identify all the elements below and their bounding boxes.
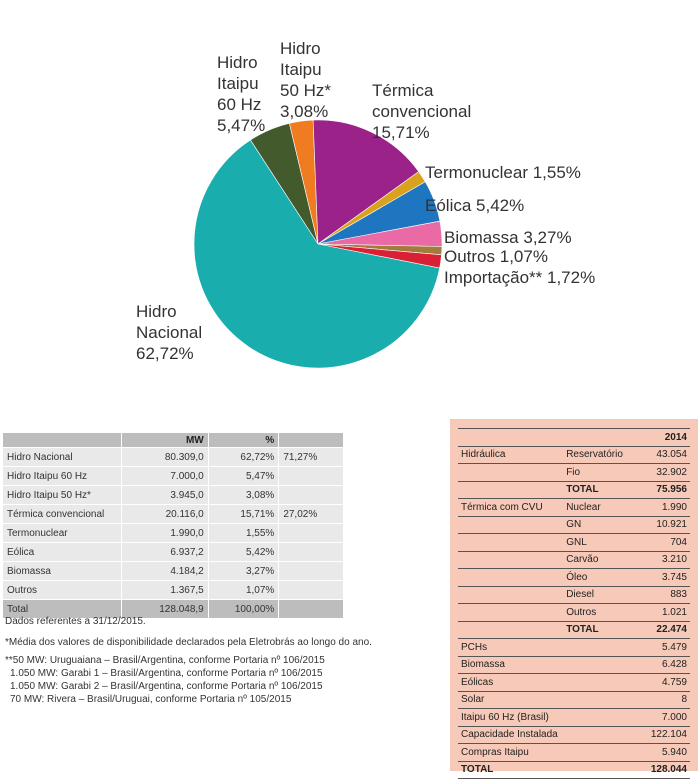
table-cell: Biomassa <box>458 656 563 674</box>
table-cell <box>458 586 563 604</box>
table-cell: Hidráulica <box>458 446 563 464</box>
slice-label-line: Nacional <box>136 323 203 342</box>
table-row <box>3 581 344 600</box>
slice-label-line: Itaipu <box>217 74 259 93</box>
table-cell <box>563 744 636 762</box>
table-cell <box>279 600 344 619</box>
slice-label <box>425 196 524 215</box>
table-cell <box>458 569 563 587</box>
slice-label-line: 62,72% <box>136 344 194 363</box>
table-row <box>458 639 690 657</box>
slice-label-line: Biomassa 3,27% <box>444 228 572 247</box>
table-cell: 1.021 <box>636 604 690 622</box>
table-cell: Eólica <box>3 543 122 562</box>
slice-label <box>136 302 202 363</box>
table-cell: 22.474 <box>636 621 690 639</box>
slice-label-line: 50 Hz* <box>280 81 332 100</box>
table-row <box>3 543 344 562</box>
table-cell <box>279 486 344 505</box>
table-row <box>458 516 690 534</box>
table-cell <box>563 709 636 727</box>
table-cell <box>458 604 563 622</box>
table-cell <box>563 691 636 709</box>
capacity-2014-table-body <box>458 429 690 779</box>
table-cell: Hidro Itaipu 50 Hz* <box>3 486 122 505</box>
year-header-row <box>458 429 690 447</box>
table-cell: 128.048,9 <box>122 600 208 619</box>
table-cell: Eólicas <box>458 674 563 692</box>
table-row <box>458 446 690 464</box>
table-row <box>458 726 690 744</box>
table-row <box>458 499 690 517</box>
slice-label-line: Térmica <box>372 81 434 100</box>
table-row <box>458 656 690 674</box>
table-cell: 71,27% <box>279 448 344 467</box>
table-cell: 43.054 <box>636 446 690 464</box>
footnote-availability: *Média dos valores de disponibilidade declarados pela Eletrobrás ao longo do ano. <box>5 637 372 648</box>
table-row <box>3 524 344 543</box>
slice-label-line: 5,47% <box>217 116 266 135</box>
table-cell: 6.428 <box>636 656 690 674</box>
header-cell <box>279 433 344 448</box>
footnote-line: 70 MW: Rivera – Brasil/Uruguai, conforme Portaria nº 105/2015 <box>10 694 292 705</box>
header-cell <box>3 433 122 448</box>
table-cell: Térmica com CVU <box>458 499 563 517</box>
slice-label <box>444 228 572 247</box>
table-cell <box>279 543 344 562</box>
table-cell: 10.921 <box>636 516 690 534</box>
table-cell: Termonuclear <box>3 524 122 543</box>
slice-label-line: 3,08% <box>280 102 329 121</box>
slice-label-line: 15,71% <box>372 123 430 142</box>
table-row <box>458 464 690 482</box>
year-header-blank <box>458 429 563 447</box>
slice-label-line: Hidro <box>136 302 177 321</box>
header-mw: MW <box>122 433 208 448</box>
slice-label <box>372 81 471 142</box>
table-cell: 1,55% <box>208 524 279 543</box>
table-row <box>458 586 690 604</box>
table-cell: 32.902 <box>636 464 690 482</box>
table-cell <box>563 726 636 744</box>
table-cell: 7.000,0 <box>122 467 208 486</box>
footnote-line: **50 MW: Uruguaiana – Brasil/Argentina, conforme Portaria nº 106/2015 <box>5 655 325 666</box>
table-cell: GNL <box>563 534 636 552</box>
table-cell: 3.745 <box>636 569 690 587</box>
slice-label <box>217 53 265 135</box>
table-cell: 8 <box>636 691 690 709</box>
table-cell: 704 <box>636 534 690 552</box>
table-cell: 5,42% <box>208 543 279 562</box>
table-row <box>458 674 690 692</box>
table-cell: 5.479 <box>636 639 690 657</box>
table-cell: 1.990,0 <box>122 524 208 543</box>
capacity-table <box>2 432 344 619</box>
table-cell: TOTAL <box>563 621 636 639</box>
table-row <box>458 621 690 639</box>
table-cell: Total <box>3 600 122 619</box>
capacity-table-body <box>3 448 344 619</box>
table-cell: Nuclear <box>563 499 636 517</box>
table-cell: Fio <box>563 464 636 482</box>
table-cell: Hidro Itaipu 60 Hz <box>3 467 122 486</box>
year-header: 2014 <box>636 429 690 447</box>
slice-label <box>280 39 331 121</box>
table-cell: Compras Itaipu <box>458 744 563 762</box>
table-cell: 5.940 <box>636 744 690 762</box>
table-cell: 3,08% <box>208 486 279 505</box>
table-cell: Solar <box>458 691 563 709</box>
table-cell: 1,07% <box>208 581 279 600</box>
table-cell: Térmica convencional <box>3 505 122 524</box>
table-cell: 100,00% <box>208 600 279 619</box>
table-row <box>458 709 690 727</box>
capacity-2014-table <box>458 428 690 779</box>
table-row <box>458 691 690 709</box>
table-cell: 4.184,2 <box>122 562 208 581</box>
date-note: Dados referentes a 31/12/2015. <box>5 616 146 627</box>
slice-label-line: Outros 1,07% <box>444 247 548 266</box>
slice-label <box>444 268 595 287</box>
table-cell: Capacidade Instalada <box>458 726 563 744</box>
table-cell <box>279 581 344 600</box>
table-cell: 883 <box>636 586 690 604</box>
slice-label-line: Eólica 5,42% <box>425 196 525 215</box>
table-row <box>458 481 690 499</box>
table-cell <box>563 761 636 779</box>
table-cell <box>563 639 636 657</box>
capacity-2014-panel <box>450 419 698 776</box>
table-cell <box>563 674 636 692</box>
table-cell: 27,02% <box>279 505 344 524</box>
slice-label-line: Importação** 1,72% <box>444 268 596 287</box>
slice-label-line: Hidro <box>217 53 258 72</box>
table-cell: Biomassa <box>3 562 122 581</box>
slice-label-line: Itaipu <box>280 60 322 79</box>
table-cell: 3.945,0 <box>122 486 208 505</box>
table-row <box>458 744 690 762</box>
footnote-line: 1.050 MW: Garabi 1 – Brasil/Argentina, conforme Portaria nº 106/2015 <box>10 668 323 679</box>
table-cell: Diesel <box>563 586 636 604</box>
table-cell: TOTAL <box>563 481 636 499</box>
table-row <box>458 569 690 587</box>
table-cell: 80.309,0 <box>122 448 208 467</box>
table-cell: Carvão <box>563 551 636 569</box>
table-row <box>458 761 690 779</box>
slice-label <box>444 247 548 266</box>
slice-label-line: convencional <box>372 102 472 121</box>
table-cell: 1.367,5 <box>122 581 208 600</box>
table-cell: 5,47% <box>208 467 279 486</box>
table-cell: TOTAL <box>458 761 563 779</box>
table-cell: 75.956 <box>636 481 690 499</box>
table-cell: Outros <box>3 581 122 600</box>
table-cell <box>458 481 563 499</box>
table-cell <box>279 562 344 581</box>
table-cell <box>458 551 563 569</box>
table-row <box>3 467 344 486</box>
table-cell: 15,71% <box>208 505 279 524</box>
header-percent: % <box>208 433 279 448</box>
table-cell <box>563 656 636 674</box>
table-cell: 3,27% <box>208 562 279 581</box>
table-row <box>458 604 690 622</box>
slice-label <box>425 163 581 182</box>
table-cell: 3.210 <box>636 551 690 569</box>
table-cell: Reservatório <box>563 446 636 464</box>
slice-label-line: 60 Hz <box>217 95 262 114</box>
footnote-line: 1.050 MW: Garabi 2 – Brasil/Argentina, conforme Portaria nº 106/2015 <box>10 681 323 692</box>
table-cell: Óleo <box>563 569 636 587</box>
slice-label-line: Termonuclear 1,55% <box>425 163 581 182</box>
table-cell <box>279 467 344 486</box>
footnote-imports <box>5 654 325 706</box>
table-cell: 62,72% <box>208 448 279 467</box>
table-cell: 7.000 <box>636 709 690 727</box>
pie-slices <box>194 120 442 368</box>
table-row <box>3 448 344 467</box>
capacity-table-header <box>3 433 344 448</box>
table-row <box>3 562 344 581</box>
table-cell: 122.104 <box>636 726 690 744</box>
table-cell: 6.937,2 <box>122 543 208 562</box>
table-cell <box>458 621 563 639</box>
table-cell: 4.759 <box>636 674 690 692</box>
table-cell: 1.990 <box>636 499 690 517</box>
table-cell <box>279 524 344 543</box>
table-cell <box>458 534 563 552</box>
table-cell: GN <box>563 516 636 534</box>
table-cell: Outros <box>563 604 636 622</box>
table-cell: Itaipu 60 Hz (Brasil) <box>458 709 563 727</box>
year-header-blank <box>563 429 636 447</box>
table-row <box>458 534 690 552</box>
table-row <box>458 551 690 569</box>
table-row <box>3 505 344 524</box>
table-row <box>3 486 344 505</box>
table-cell: PCHs <box>458 639 563 657</box>
table-cell: 20.116,0 <box>122 505 208 524</box>
table-cell <box>458 464 563 482</box>
table-cell <box>458 516 563 534</box>
table-cell: 128.044 <box>636 761 690 779</box>
slice-label-line: Hidro <box>280 39 321 58</box>
table-cell: Hidro Nacional <box>3 448 122 467</box>
